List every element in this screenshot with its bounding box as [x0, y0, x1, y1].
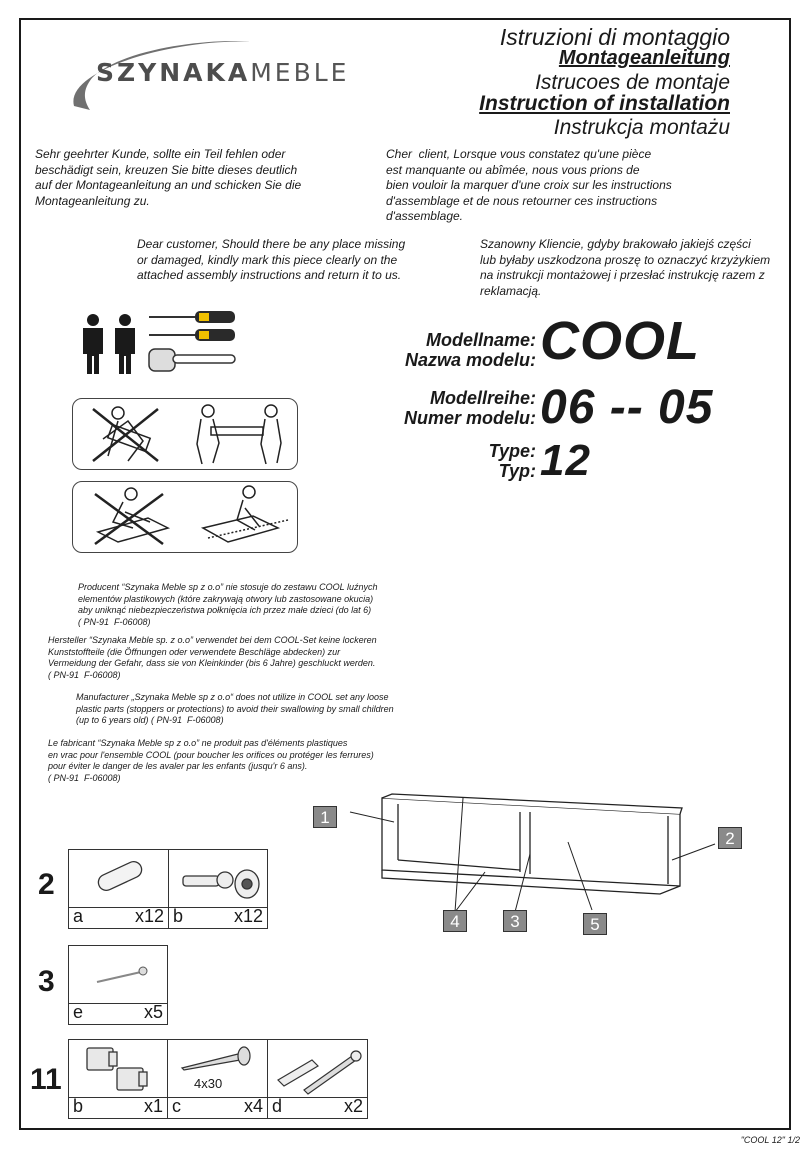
part-quantity: x1	[143, 1096, 163, 1116]
brand-logo: SZYNAKAMEBLE	[96, 58, 350, 87]
parts-box-step-3	[68, 945, 168, 1025]
floor-warning-icon	[73, 482, 297, 552]
callout-4: 4	[443, 910, 467, 932]
screw-size: 4x30	[194, 1076, 223, 1091]
notice-fr: Le fabricant “Szynaka Meble sp z o.o” ne produit pas d'éléments plastiques en vrac pour l'ensemble COOL (pour boucher les orifices ou protéger les ferrures) pour éviter le danger de les avaler par les enfants (jusqu'r 6 ans). ( PN-91 F-06008)	[48, 738, 374, 783]
model-name-value: COOL	[540, 311, 700, 371]
page-reference: "COOL 12" 1/2	[740, 1135, 800, 1145]
shelf-pin-icon	[91, 956, 151, 996]
part-cell	[69, 946, 167, 1024]
hanger-bracket-icon	[79, 1042, 161, 1096]
part-cell	[169, 850, 267, 928]
carry-warning-icon	[73, 399, 297, 469]
pictogram-carry-box	[72, 398, 298, 470]
parts-box-step-11	[68, 1039, 368, 1119]
notice-pl: Producent “Szynaka Meble sp z o.o” nie stosuje do zestawu COOL luźnych elementów plastikowych (które zakrywają otwory lub zastosowane okucia) aby uniknąć niebezpieczeństwa połknięcia ich przez małe dzieci (do lat 6) ( PN-91 F-06008)	[78, 582, 378, 627]
model-type-value: 12	[540, 436, 591, 485]
title-pl: Instrukcja montażu	[553, 116, 730, 139]
callout-5: 5	[583, 913, 607, 935]
part-letter: d	[272, 1096, 283, 1116]
title-it: Istruzioni di montaggio	[499, 24, 730, 50]
part-letter: c	[172, 1096, 181, 1116]
message-en: Dear customer, Should there be any place missing or damaged, kindly mark this piece clearly on the attached assembly instructions and return it to us.	[137, 237, 406, 283]
part-quantity: x5	[143, 1002, 163, 1022]
step-number-2: 2	[38, 868, 55, 901]
message-fr: Cher client, Lorsque vous constatez qu'une pièce est manquante ou abîmée, nous vous prions de bien vouloir la marquer d'une croix sur les instructions d'assemblage et de nous retourner ces instructions d'assemblage.	[386, 147, 672, 224]
part-letter: b	[73, 1096, 84, 1116]
part-quantity: x12	[134, 906, 164, 926]
part-letter: b	[173, 906, 184, 926]
two-people-icon	[80, 312, 142, 376]
title-en: Instruction of installation	[479, 92, 730, 115]
parts-box-step-2	[68, 849, 268, 929]
cabinet-drawing	[310, 790, 750, 940]
callout-2: 2	[718, 827, 742, 849]
pictogram-floor-box	[72, 481, 298, 553]
dowel-icon	[89, 856, 149, 906]
step-number-11: 11	[30, 1063, 62, 1096]
screw-icon	[178, 1044, 262, 1076]
model-series-value: 06 -- 05	[540, 381, 714, 434]
notice-en: Manufacturer „Szynaka Meble sp z o.o“ does not utilize in COOL set any loose plastic parts (stoppers or protections) to avoid their swallowing by small children (up to 6 years old) ( PN-91 F-06008)	[76, 692, 394, 726]
part-quantity: x4	[243, 1096, 263, 1116]
message-de: Sehr geehrter Kunde, sollte ein Teil fehlen oder beschädigt sein, kreuzen Sie bitte dieses deutlich auf der Montageanleitung an und schicken Sie die Montageanleitung zu.	[35, 147, 302, 208]
title-de: Montageanleitung	[558, 47, 730, 69]
step-number-3: 3	[38, 965, 55, 998]
part-cell	[69, 1040, 168, 1118]
part-letter: a	[73, 906, 84, 926]
model-type-label: Type: Typ:	[488, 441, 536, 481]
callout-3: 3	[503, 910, 527, 932]
cam-lock-icon	[177, 854, 265, 906]
part-letter: e	[73, 1002, 84, 1022]
model-series-label: Modellreihe: Numer modelu:	[403, 388, 536, 428]
wall-plug-screw-icon	[274, 1044, 364, 1096]
message-pl: Szanowny Kliencie, gdyby brakowało jakiejś części lub byłaby uszkodzona proszę to oznaczyć krzyżykiem na instrukcji montażowej i przesłać instrukcję razem z reklamacją.	[480, 237, 771, 298]
title-pt: Istrucoes de montaje	[535, 71, 730, 94]
part-cell	[168, 1040, 268, 1118]
callout-1: 1	[313, 806, 337, 828]
tools-icon	[145, 305, 240, 377]
model-name-label: Modellname: Nazwa modelu:	[404, 330, 536, 370]
notice-de: Hersteller “Szynaka Meble sp. z o.o” verwendet bei dem COOL-Set keine lockeren Kunststoffteile (die Öffnungen oder verwendete Beschläge abdecken) zur Vermeidung der Gefahr, dass sie von Kleinkinder (bis 6 Jahre) geschluckt werden. ( PN-91 F-06008)	[48, 635, 377, 680]
part-quantity: x12	[233, 906, 263, 926]
part-quantity: x2	[343, 1096, 363, 1116]
part-cell	[69, 850, 169, 928]
part-cell	[268, 1040, 367, 1118]
